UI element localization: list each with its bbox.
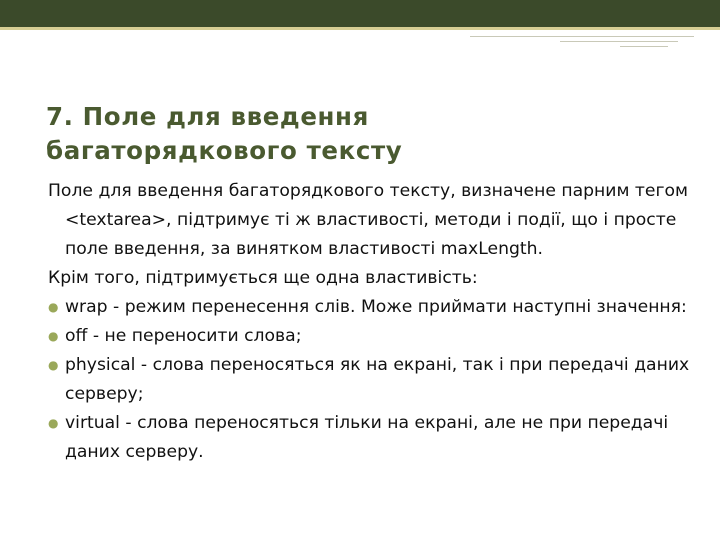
body-paragraph-2: Крім того, підтримується ще одна властивість: bbox=[48, 268, 478, 288]
slide-title bbox=[46, 100, 686, 168]
bullet-text: off - не переносити слова; bbox=[65, 326, 302, 346]
bullet-dot-icon: ● bbox=[48, 416, 59, 430]
bullet-item-virtual bbox=[48, 409, 698, 467]
slide-body bbox=[48, 177, 698, 467]
slide-title-line-2: багаторядкового тексту bbox=[46, 136, 403, 165]
decorative-line bbox=[470, 36, 694, 37]
bullet-text: wrap - режим перенесення слів. Може приймати наступні значення: bbox=[65, 297, 687, 317]
body-paragraph-1: Поле для введення багаторядкового тексту, визначене парним тегом <textarea>, підтримує ті ж властивості, методи і події, що і просте поле введення, за винятком властивості maxLength. bbox=[48, 181, 688, 259]
decorative-line bbox=[620, 46, 668, 47]
slide-title-line-1: 7. Поле для введення bbox=[46, 102, 369, 131]
bullet-dot-icon: ● bbox=[48, 358, 59, 372]
bullet-dot-icon: ● bbox=[48, 300, 59, 314]
bullet-dot-icon: ● bbox=[48, 329, 59, 343]
bullet-item-wrap bbox=[48, 293, 698, 322]
decorative-line bbox=[560, 41, 678, 42]
bullet-text: virtual - слова переносяться тільки на екрані, але не при передачі даних серверу. bbox=[65, 413, 669, 462]
bullet-item-physical bbox=[48, 351, 698, 409]
bullet-item-off bbox=[48, 322, 698, 351]
slide-top-bar bbox=[0, 0, 720, 27]
bullet-text: physical - слова переносяться як на екрані, так і при передачі даних серверу; bbox=[65, 355, 690, 404]
slide-top-bar-accent bbox=[0, 27, 720, 30]
